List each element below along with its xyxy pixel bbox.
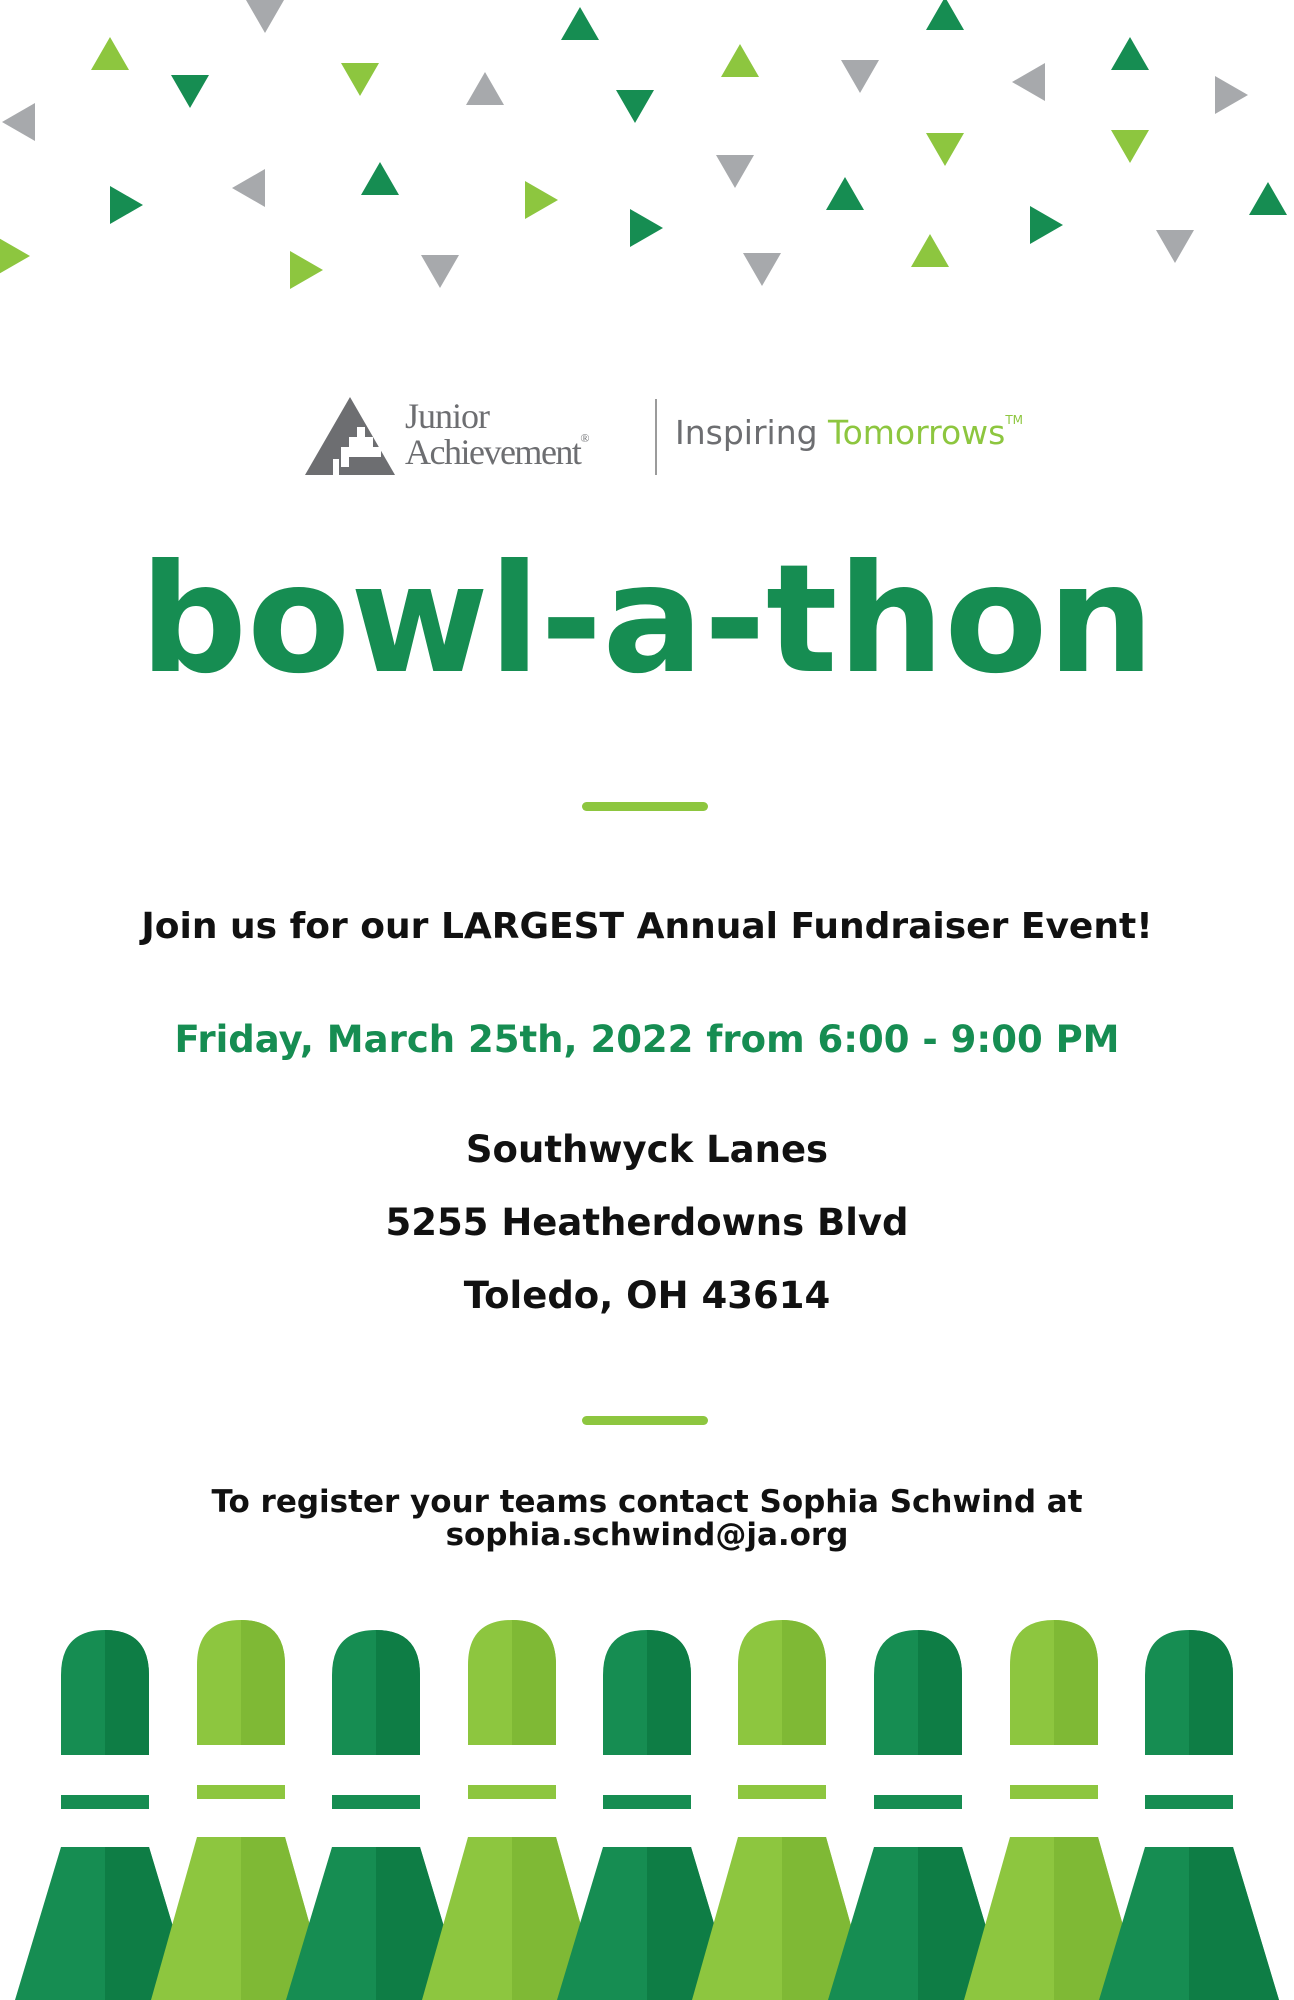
bowling-pins bbox=[0, 1610, 1294, 2000]
junior-achievement-logo bbox=[305, 395, 1024, 485]
confetti-triangle bbox=[1111, 37, 1149, 70]
logo-divider bbox=[655, 399, 657, 475]
bowling-pin-icon bbox=[692, 1620, 872, 2000]
confetti-triangle bbox=[91, 37, 129, 70]
confetti-triangle bbox=[341, 63, 379, 96]
confetti-triangle bbox=[361, 162, 399, 195]
confetti-triangle bbox=[1012, 63, 1045, 101]
confetti-triangle bbox=[290, 251, 323, 289]
confetti-triangle bbox=[826, 177, 864, 210]
confetti-triangle bbox=[926, 133, 964, 166]
confetti-triangle bbox=[466, 72, 504, 105]
event-date-time: Friday, March 25th, 2022 from 6:00 - 9:00 PM bbox=[174, 1018, 1120, 1061]
divider-top bbox=[582, 802, 708, 811]
triangle-confetti bbox=[0, 0, 1294, 320]
confetti-triangle bbox=[743, 253, 781, 286]
confetti-triangle bbox=[1215, 76, 1248, 114]
event-address-line1: 5255 Heatherdowns Blvd bbox=[385, 1201, 909, 1244]
registration-text: To register your teams contact Sophia Schwind at bbox=[211, 1484, 1083, 1520]
confetti-triangle bbox=[2, 103, 35, 141]
confetti-triangle bbox=[421, 255, 459, 288]
confetti-triangle bbox=[0, 237, 30, 275]
confetti-triangle bbox=[525, 181, 558, 219]
event-headline: Join us for our LARGEST Annual Fundraiser Event! bbox=[141, 906, 1153, 947]
confetti-triangle bbox=[246, 0, 284, 33]
confetti-triangle bbox=[561, 7, 599, 40]
divider-bottom bbox=[582, 1416, 708, 1425]
registration-email[interactable]: sophia.schwind@ja.org bbox=[445, 1517, 849, 1553]
confetti-triangle bbox=[630, 209, 663, 247]
confetti-triangle bbox=[911, 234, 949, 267]
logo-brand-line2: Achievement® bbox=[405, 431, 589, 472]
confetti-triangle bbox=[1249, 182, 1287, 215]
event-venue: Southwyck Lanes bbox=[465, 1128, 829, 1171]
confetti-triangle bbox=[171, 75, 209, 108]
confetti-triangle bbox=[721, 44, 759, 77]
confetti-triangle bbox=[232, 169, 265, 207]
bowling-pin-icon bbox=[1099, 1630, 1279, 2000]
confetti-triangle bbox=[616, 90, 654, 123]
page-title: bowl-a-thon bbox=[139, 533, 1155, 707]
logo-brand-line1: Junior bbox=[405, 396, 489, 436]
confetti-triangle bbox=[841, 60, 879, 93]
confetti-triangle bbox=[1030, 206, 1063, 244]
confetti-triangle bbox=[716, 155, 754, 188]
confetti-triangle bbox=[926, 0, 964, 30]
ja-triangle-logo-icon bbox=[305, 397, 395, 479]
confetti-triangle bbox=[110, 186, 143, 224]
confetti-triangle bbox=[1111, 130, 1149, 163]
logo-tagline: Inspiring Tomorrows™ bbox=[675, 413, 1024, 452]
confetti-triangle bbox=[1156, 230, 1194, 263]
event-address-line2: Toledo, OH 43614 bbox=[463, 1274, 831, 1317]
registered-mark: ® bbox=[580, 431, 589, 445]
